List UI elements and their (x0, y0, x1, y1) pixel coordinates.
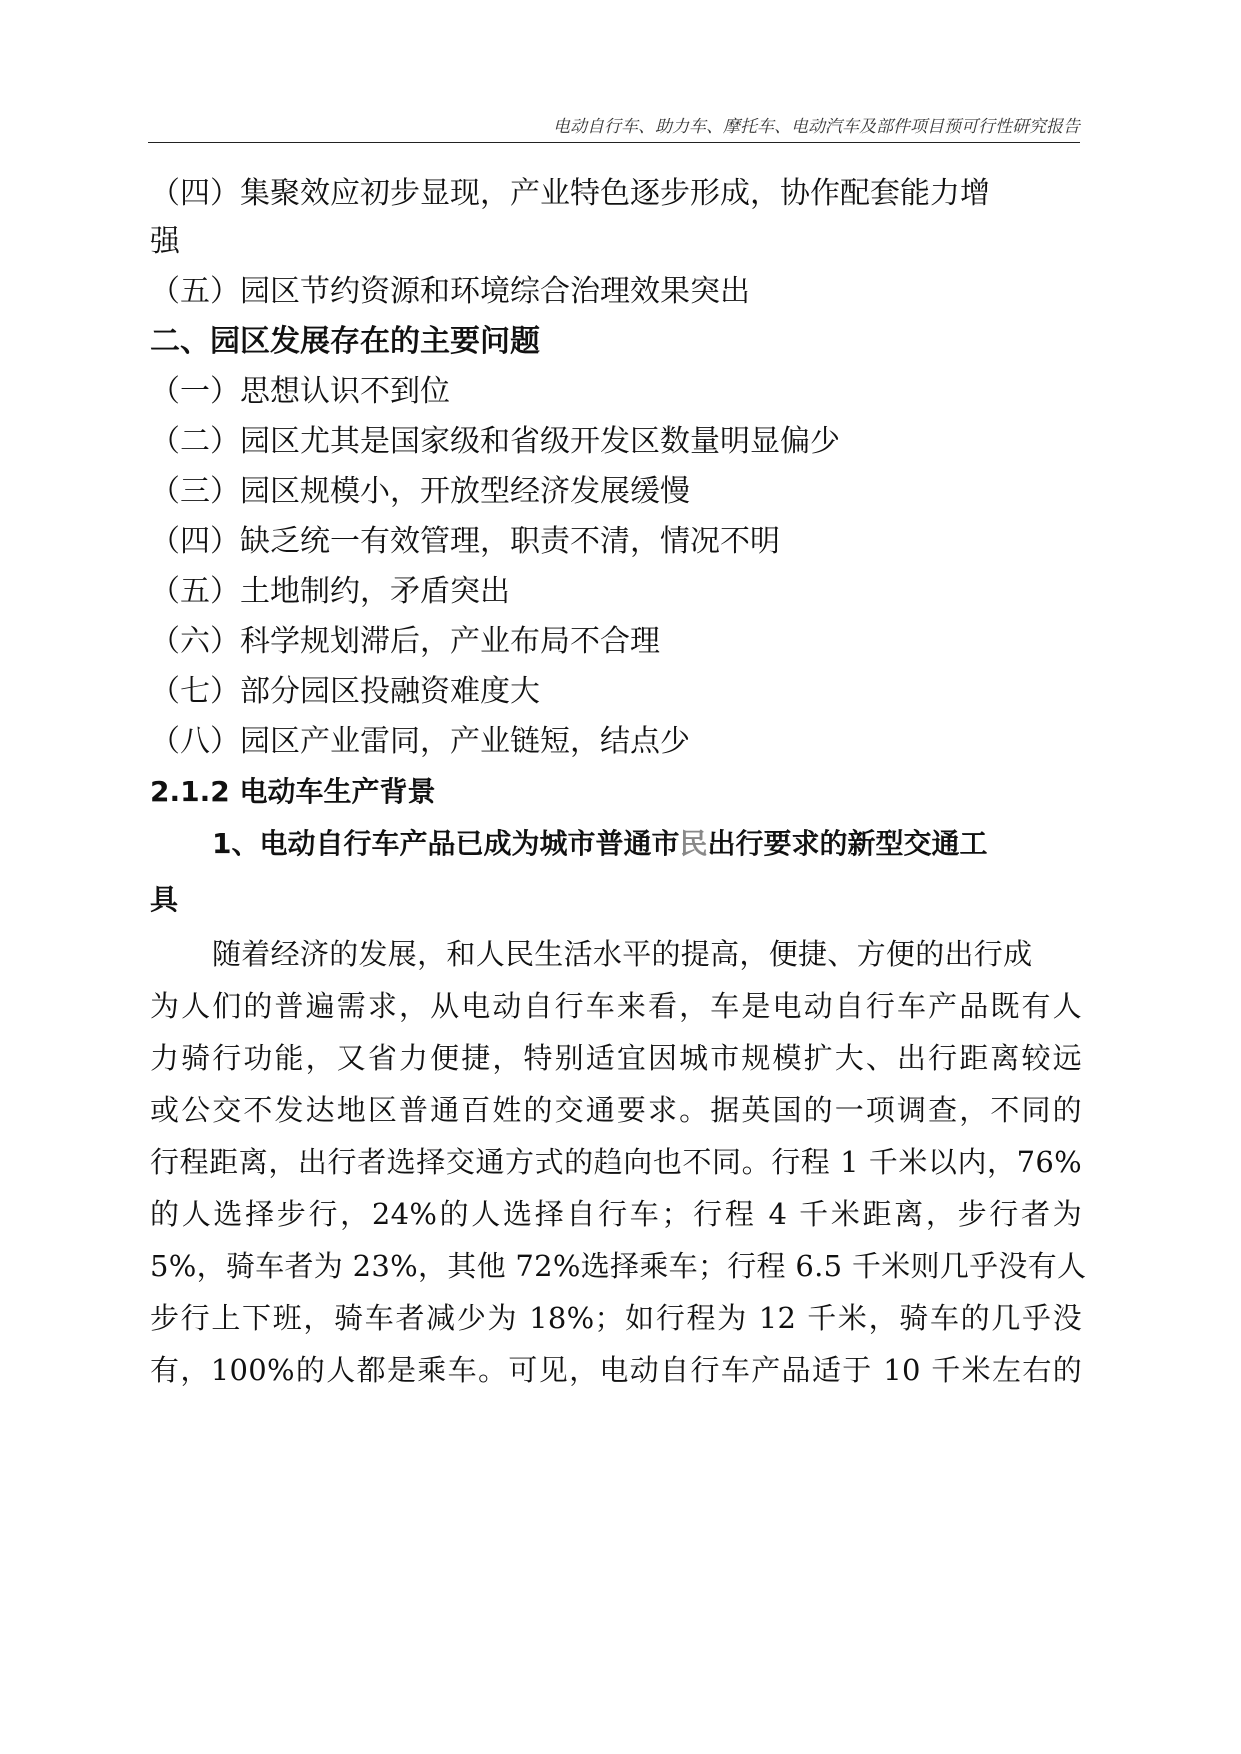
list-item: （七）部分园区投融资难度大 (150, 674, 540, 709)
paragraph-line: 5%，骑车者为 23%，其他 72%选择乘车；行程 6.5 千米则几乎没有人 (150, 1249, 1087, 1283)
paragraph-line: 有，100%的人都是乘车。可见，电动自行车产品适于 10 千米左右的 (150, 1353, 1082, 1387)
paragraph-line: 为人们的普遍需求，从电动自行车来看，车是电动自行车产品既有人 (150, 989, 1082, 1023)
paragraph-line: 随着经济的发展，和人民生活水平的提高，便捷、方便的出行成 (212, 937, 1033, 971)
list-item: （八）园区产业雷同，产业链短，结点少 (150, 724, 690, 759)
subheading-part1: 1、电动自行车产品已成为城市普通市 (212, 827, 680, 860)
header-title: 电动自行车、助力车、摩托车、电动汽车及部件项目预可行性研究报告 (553, 117, 1080, 137)
paragraph-line: 或公交不发达地区普通百姓的交通要求。据英国的一项调查，不同的 (150, 1093, 1082, 1127)
item-four-line2: 强 (150, 224, 180, 259)
list-item: （四）缺乏统一有效管理，职责不清，情况不明 (150, 524, 780, 559)
list-item: （一）思想认识不到位 (150, 374, 450, 409)
list-item: （三）园区规模小，开放型经济发展缓慢 (150, 474, 690, 509)
list-item: （六）科学规划滞后，产业布局不合理 (150, 624, 660, 659)
subheading-line2: 具 (150, 883, 179, 916)
list-item: （二）园区尤其是国家级和省级开发区数量明显偏少 (150, 424, 840, 459)
item-four-line1: （四）集聚效应初步显现，产业特色逐步形成，协作配套能力增 (150, 176, 990, 211)
paragraph-line: 力骑行功能，又省力便捷，特别适宜因城市规模扩大、出行距离较远 (150, 1041, 1082, 1075)
paragraph-line: 的人选择步行，24%的人选择自行车；行程 4 千米距离，步行者为 (150, 1197, 1082, 1231)
paragraph-line: 步行上下班，骑车者减少为 18%；如行程为 12 千米，骑车的几乎没 (150, 1301, 1082, 1335)
subheading-part2: 出行要求的新型交通工 (707, 827, 988, 860)
subheading-gray-char: 民 (679, 827, 708, 860)
subheading-line1 (212, 824, 988, 864)
list-item: （五）土地制约，矛盾突出 (150, 574, 510, 609)
item-five: （五）园区节约资源和环境综合治理效果突出 (150, 274, 750, 309)
page-header (148, 108, 1080, 143)
paragraph-line: 行程距离，出行者选择交通方式的趋向也不同。行程 1 千米以内，76% (150, 1145, 1082, 1179)
section-212-title: 2.1.2 电动车生产背景 (150, 775, 436, 808)
section-two-title: 二、园区发展存在的主要问题 (150, 324, 540, 359)
